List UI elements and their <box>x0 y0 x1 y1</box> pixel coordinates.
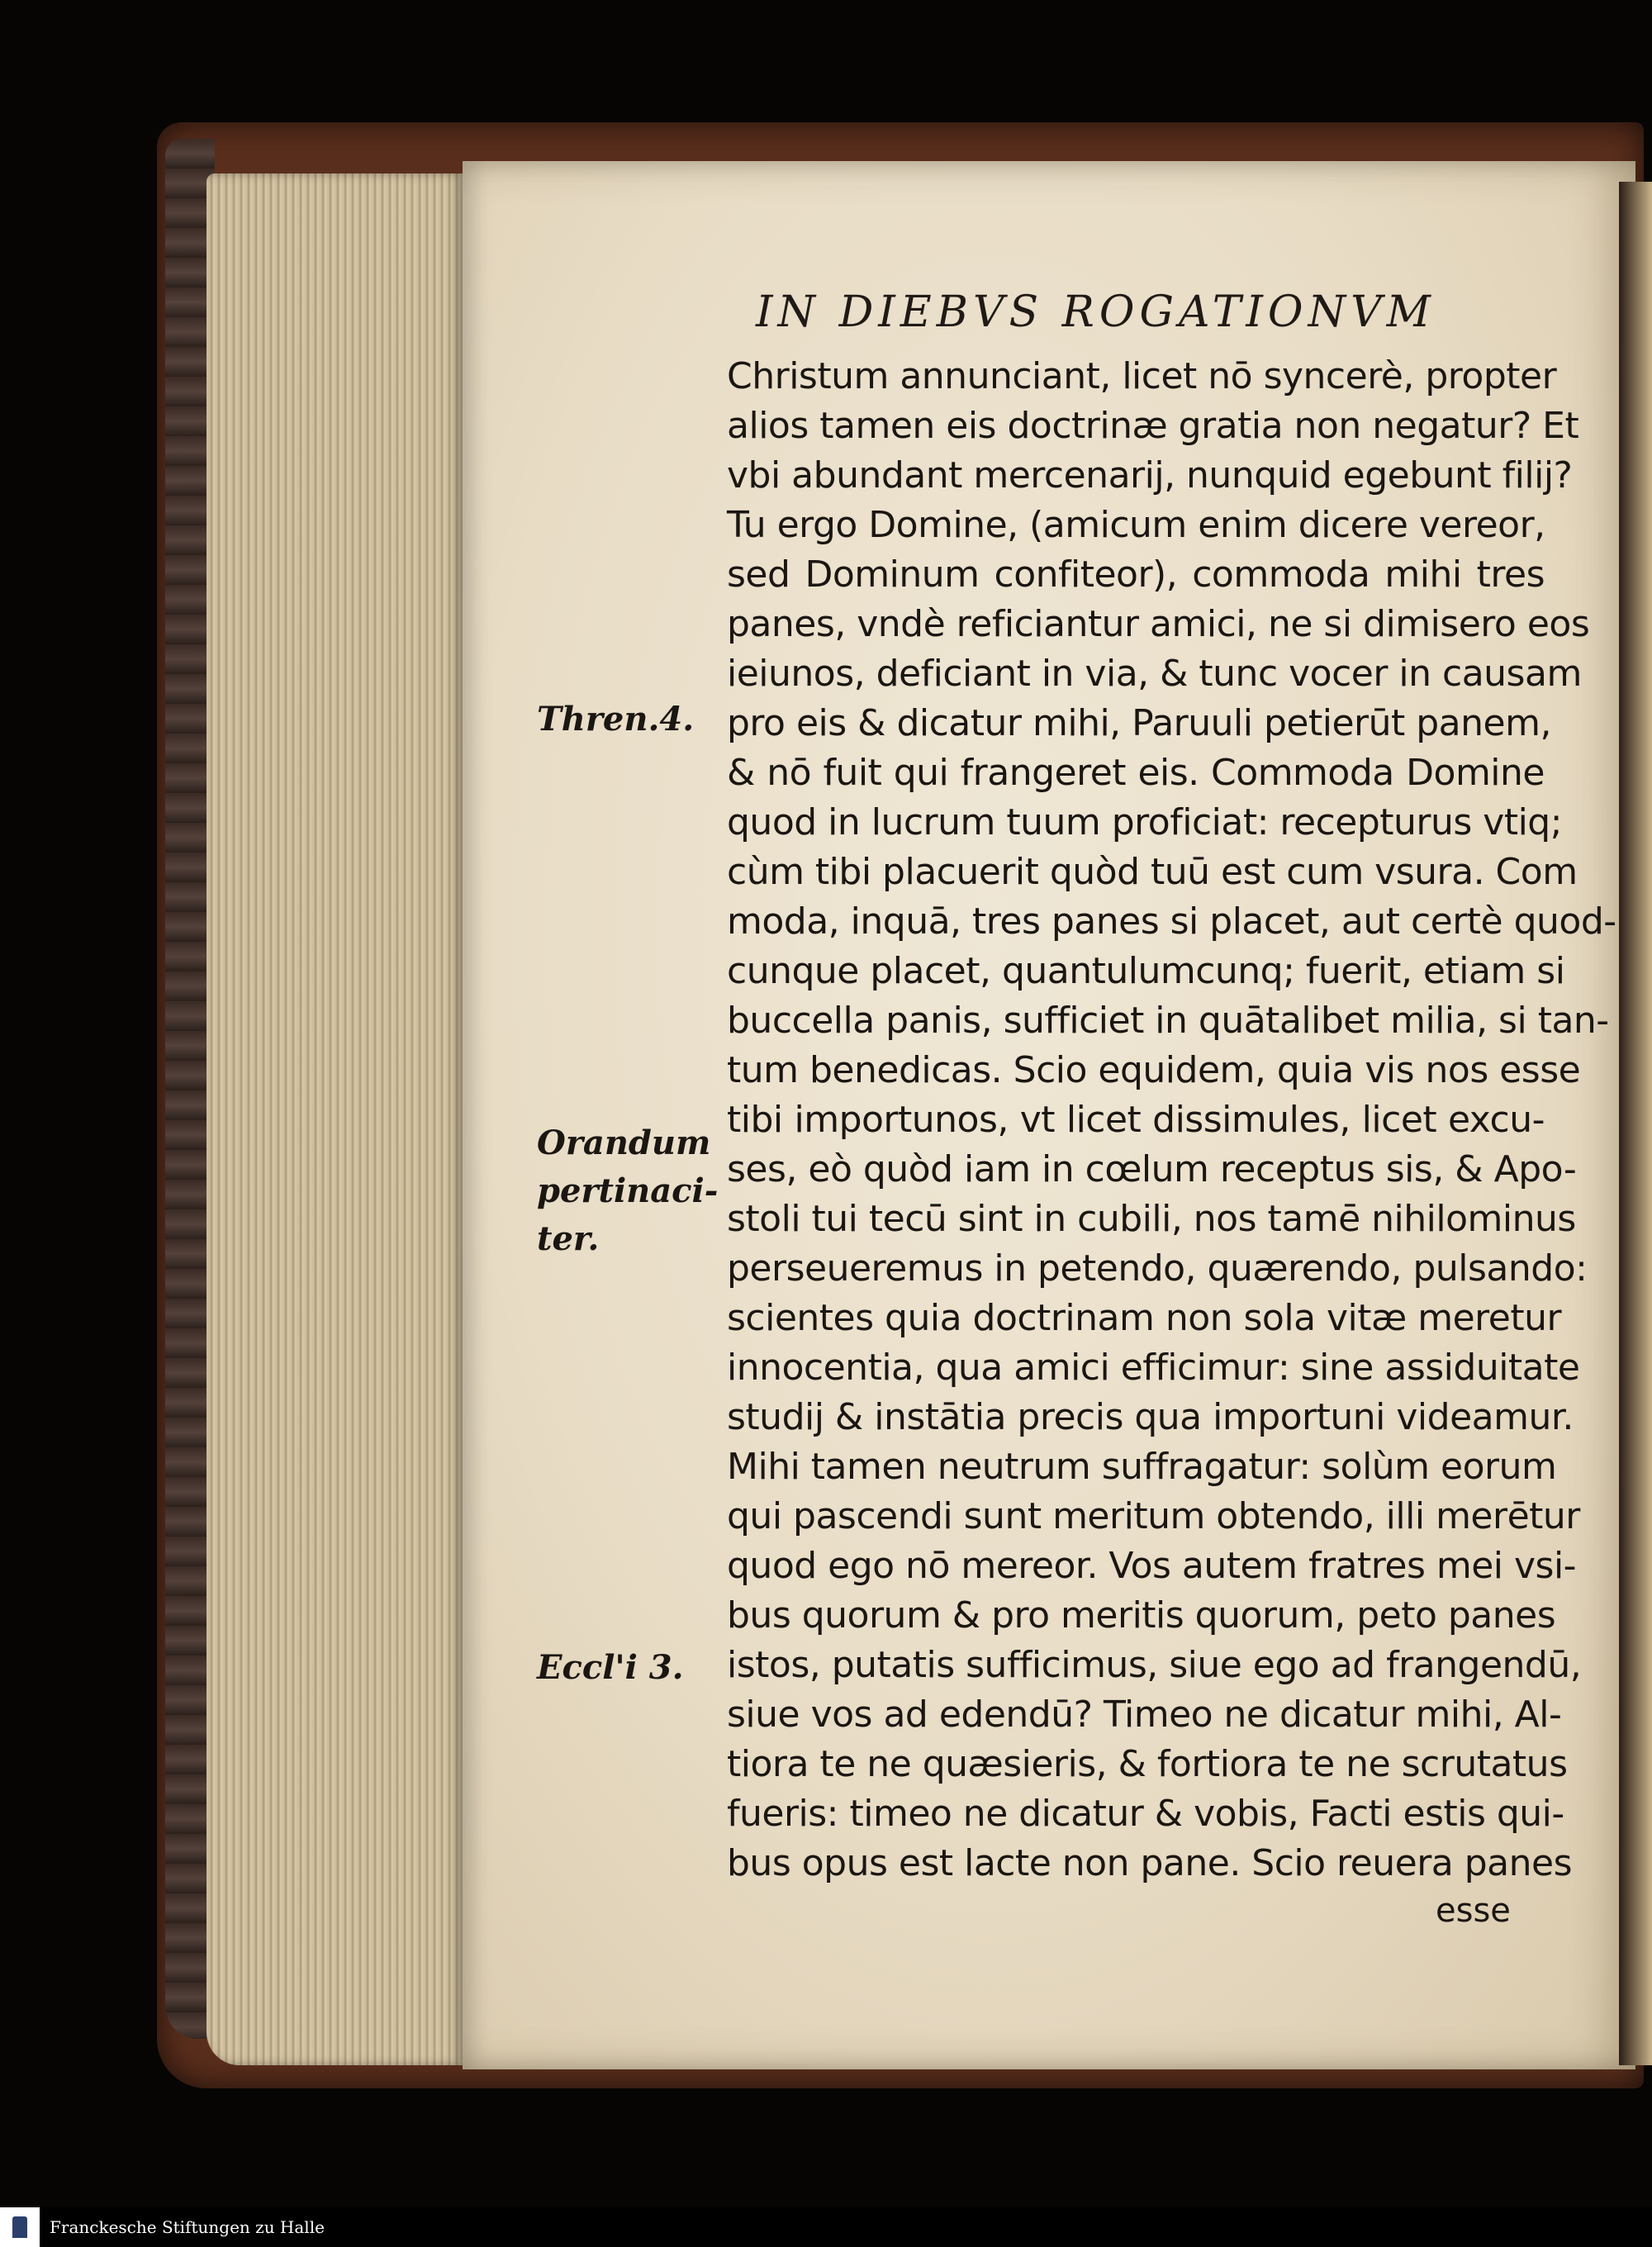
book-gutter <box>1619 182 1652 2065</box>
institution-name: Franckesche Stiftungen zu Halle <box>50 2217 325 2237</box>
text-line: tiora te ne quæsieris, & fortiora te ne scrutatus <box>727 1743 1568 1785</box>
text-line: buccella panis, sufficiet in quātalibet milia, si tan- <box>727 1000 1609 1042</box>
text-line: panes, vndè reficiantur amici, ne si dimisero eos <box>727 603 1590 645</box>
text-line: tum benedicas. Scio equidem, quia vis nos esse <box>727 1049 1581 1091</box>
viewer-footer <box>0 2207 1652 2247</box>
text-line: istos, putatis sufficimus, siue ego ad frangendū, <box>727 1644 1582 1686</box>
catchword: esse <box>1436 1892 1511 1930</box>
text-line: tibi importunos, vt licet dissimules, licet excu- <box>727 1099 1545 1141</box>
margin-note-orandum: Orandum <box>537 1124 711 1162</box>
text-line: & nō fuit qui frangeret eis. Commoda Domine <box>727 752 1545 794</box>
text-line: moda, inquā, tres panes si placet, aut certè quod- <box>727 900 1616 943</box>
text-line: bus opus est lacte non pane. Scio reuera panes <box>727 1842 1573 1884</box>
text-line: fueris: timeo ne dicatur & vobis, Facti estis qui- <box>727 1793 1564 1835</box>
margin-note-pertinaciter: pertinaci- <box>537 1171 719 1210</box>
text-line: ieiunos, deficiant in via, & tunc vocer in causam <box>727 653 1582 695</box>
page-edges <box>206 173 463 2065</box>
text-line: cùm tibi placuerit quòd tuū est cum vsura. Com <box>727 851 1578 893</box>
institution-logo-icon <box>0 2207 40 2247</box>
text-line: ses, eò quòd iam in cœlum receptus sis, & Apo- <box>727 1148 1577 1190</box>
text-line: bus quorum & pro meritis quorum, peto panes <box>727 1594 1556 1637</box>
text-line: scientes quia doctrinam non sola vitæ meretur <box>727 1297 1562 1339</box>
text-line: studij & instātia precis qua importuni videamur. <box>727 1396 1574 1438</box>
text-line: innocentia, qua amici efficimur: sine assiduitate <box>727 1347 1580 1389</box>
margin-note-ter: ter. <box>537 1219 600 1258</box>
text-line: siue vos ad edendū? Timeo ne dicatur mihi, Al- <box>727 1694 1562 1736</box>
margin-note-eccli: Eccl'i 3. <box>537 1648 684 1687</box>
text-line: stoli tui tecū sint in cubili, nos tamē nihilominus <box>727 1198 1576 1240</box>
text-line: pro eis & dicatur mihi, Paruuli petierūt panem, <box>727 702 1551 744</box>
text-line: quod in lucrum tuum proficiat: recepturus vtiq; <box>727 801 1563 843</box>
text-line: Christum annunciant, licet nō syncerè, propter <box>727 355 1557 397</box>
text-line: qui pascendi sunt meritum obtendo, illi merētur <box>727 1495 1580 1537</box>
text-line: quod ego nō mereor. Vos autem fratres mei vsi- <box>727 1545 1577 1587</box>
text-line: sed Dominum confiteor), commoda mihi tres <box>727 553 1545 596</box>
running-head: IN DIEBVS ROGATIONVM <box>756 287 1436 337</box>
text-line: cunque placet, quantulumcunq; fuerit, etiam si <box>727 950 1565 992</box>
margin-note-thren: Thren.4. <box>537 700 695 739</box>
text-line: vbi abundant mercenarij, nunquid egebunt filij? <box>727 454 1573 496</box>
text-line: Mihi tamen neutrum suffragatur: solùm eorum <box>727 1446 1557 1488</box>
text-line: Tu ergo Domine, (amicum enim dicere vereor, <box>727 504 1545 546</box>
text-line: perseueremus in petendo, quærendo, pulsando: <box>727 1247 1588 1290</box>
text-line: alios tamen eis doctrinæ gratia non negatur? Et <box>727 405 1579 447</box>
